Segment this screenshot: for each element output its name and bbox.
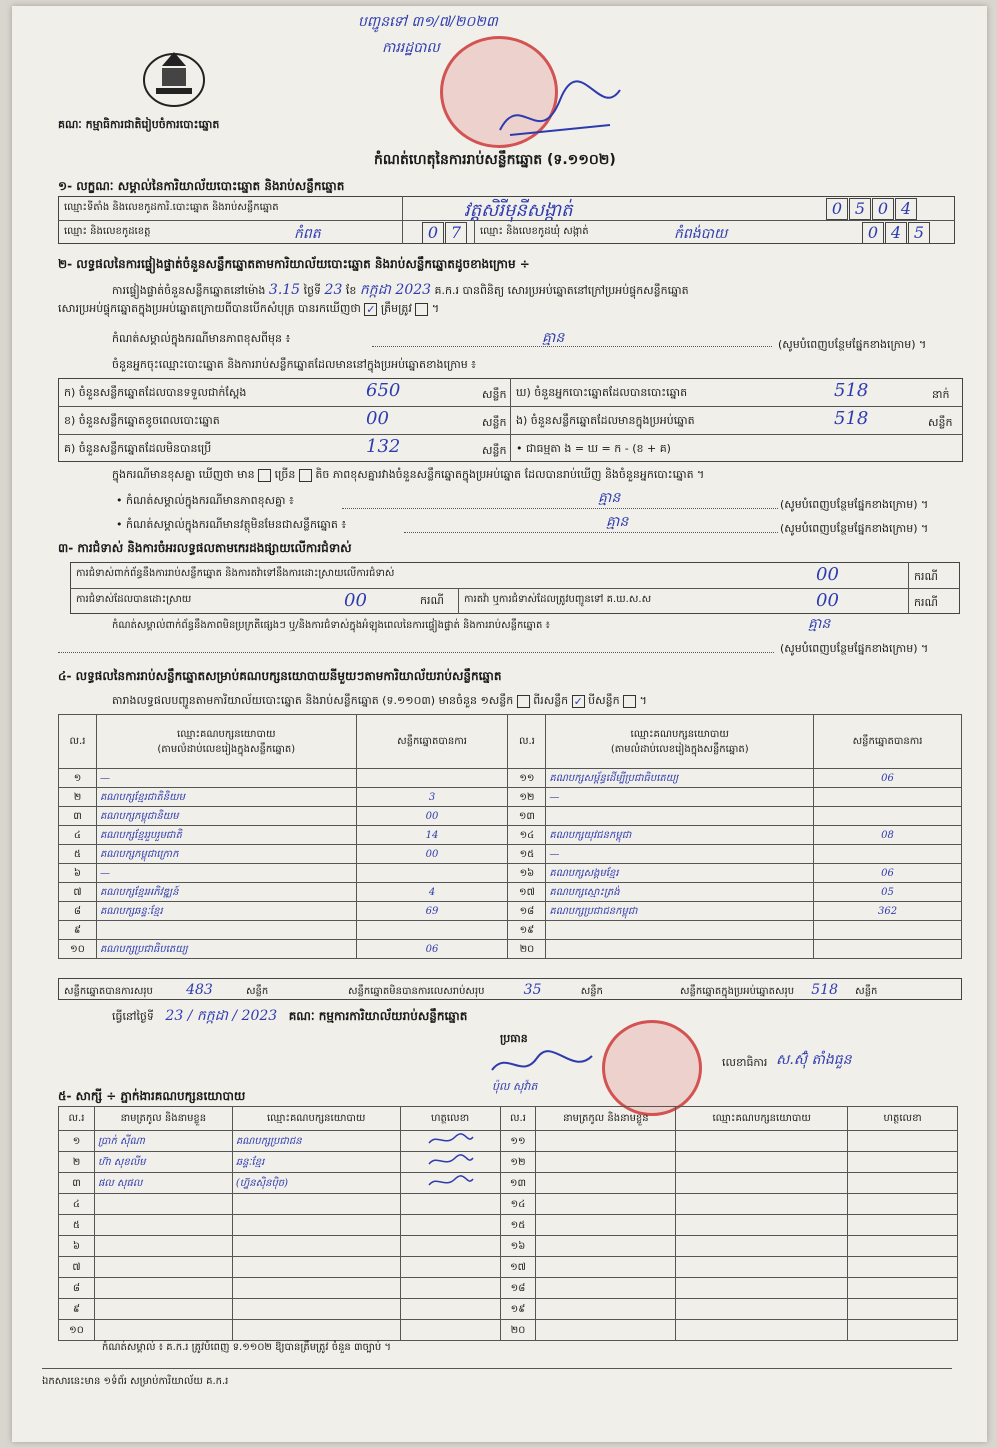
party-name [96, 921, 356, 940]
table-row [59, 883, 962, 902]
witness-party [676, 1236, 848, 1257]
s2-note-value: គ្មាន [542, 330, 565, 346]
row-no: ១១ [500, 1131, 536, 1152]
table-row [59, 769, 962, 788]
table-row [59, 1236, 958, 1257]
s3-note-suffix: (សូមបំពេញបន្ថែមផ្នែកខាងក្រោម) ។ [780, 642, 929, 655]
signature-cell [400, 1278, 500, 1299]
table-row [59, 845, 962, 864]
row-no: ១២ [508, 788, 546, 807]
vote-count: 4 [356, 883, 508, 902]
s2-d-unit: នាក់ [932, 388, 950, 401]
signature-cell [400, 1236, 500, 1257]
s4-col-votes-right: សន្លឹកឆ្នោតបានការ [814, 715, 962, 769]
witness-party: ឆន្ទៈខ្មែរ [232, 1152, 400, 1173]
s4-col-party-left: ឈ្មោះគណបក្សនយោបាយ (តាមលំដាប់លេខរៀងក្នុងសន្លឹកឆ្នោត) [96, 715, 356, 769]
witness-name [536, 1278, 676, 1299]
party-name: គណបក្សប្រជាជនកម្ពុជា [546, 902, 814, 921]
s2-b-label: ខ) ចំនួនសន្លឹកឆ្នោតខូចពេលបោះឆ្នោត [64, 414, 220, 427]
s5-witness-table [58, 1106, 958, 1341]
s4-total-valid: សន្លឹកឆ្នោតបានការសរុប 483 សន្លឹក [64, 982, 269, 998]
vote-count: 06 [814, 769, 962, 788]
chair-signature [482, 1050, 602, 1080]
table-row [59, 1257, 958, 1278]
form-title: កំណត់ហេតុនៃការរាប់សន្លឹកឆ្នោត (ទ.១១០២) [374, 152, 616, 168]
s5-col-sign-right: ហត្ថលេខា [848, 1107, 958, 1131]
s3-row2b-unit: ករណី [914, 596, 938, 609]
s1-commune-value: កំពង់បាយ [674, 226, 728, 242]
table-row [59, 921, 962, 940]
vote-count [814, 940, 962, 959]
witness-party [232, 1236, 400, 1257]
table-row [59, 1173, 958, 1194]
s2-a-value: 650 [366, 380, 401, 401]
witness-party [676, 1131, 848, 1152]
party-name: គណបក្សខ្មែរអភិវឌ្ឍន៍ [96, 883, 356, 902]
party-name [546, 921, 814, 940]
vote-count: 14 [356, 826, 508, 845]
vote-count: 362 [814, 902, 962, 921]
s1-province-code: 0 7 [422, 222, 468, 244]
signature-cell [848, 1299, 958, 1320]
table-row [59, 1278, 958, 1299]
witness-name [536, 1320, 676, 1341]
s5-col-party-left: ឈ្មោះគណបក្សនយោបាយ [232, 1107, 400, 1131]
signoff-line: ធ្វើនៅថ្ងៃទី 23 / កក្កដា / 2023 គណៈ កម្មការការិយាល័យរាប់សន្លឹកឆ្នោត [112, 1008, 468, 1024]
row-no: ១ [59, 769, 97, 788]
signature-cell [400, 1299, 500, 1320]
witness-signature-mark [425, 1175, 475, 1189]
witness-party [232, 1299, 400, 1320]
signature-cell [848, 1173, 958, 1194]
vote-count: 06 [814, 864, 962, 883]
row-no: ២០ [508, 940, 546, 959]
party-name: — [96, 769, 356, 788]
vote-count: 06 [356, 940, 508, 959]
witness-name [94, 1278, 232, 1299]
s2-a-label: ក) ចំនួនសន្លឹកឆ្នោតដែលបានទទួលជាក់ស្តែង [64, 386, 247, 399]
vote-count: 08 [814, 826, 962, 845]
party-name: គណបក្សឆន្ទៈខ្មែរ [96, 902, 356, 921]
s5-col-no-left: ល.រ [59, 1107, 95, 1131]
s3-row2b-label: ការតវ៉ា ឬការជំទាស់ដែលត្រូវបញ្ជូនទៅ គ.ឃ.ស.ស [464, 594, 652, 605]
row-no: ១៧ [500, 1257, 536, 1278]
s3-row2-value: 00 [344, 590, 367, 611]
one-sheet-checkbox[interactable] [517, 695, 530, 708]
s1-province-label: ឈ្មោះ និងលេខកូដខេត្ត [64, 226, 151, 237]
s2-note2-suffix: (សូមបំពេញបន្ថែមផ្នែកខាងក្រោម) ។ [780, 498, 929, 511]
s4-intro: តារាងលទ្ធផលបញ្ជូនតាមការិយាល័យបោះឆ្នោត និងរាប់សន្លឹកឆ្នោត (ទ.១១០៣) មានចំនួន ១សន្លឹក ពីរសន្លឹក ✓ បីសន្លឹក ។ [112, 694, 647, 708]
row-no: ២ [59, 1152, 95, 1173]
party-name: គណបក្សខ្មែរជាតិនិយម [96, 788, 356, 807]
nec-emblem-icon [140, 46, 208, 108]
row-no: ៣ [59, 807, 97, 826]
footer-note: កំណត់សម្គាល់ ៖ គ.ក.រ ត្រូវបំពេញ ទ.១១០២ ឱ្យបានត្រឹមត្រូវ ចំនួន ៣ច្បាប់ ។ [102, 1342, 391, 1353]
witness-signature-mark [425, 1133, 475, 1147]
row-no: ១៤ [508, 826, 546, 845]
witness-name [94, 1320, 232, 1341]
vote-count: 05 [814, 883, 962, 902]
section4-title: ៤- លទ្ធផលនៃការរាប់សន្លឹកឆ្នោតសម្រាប់គណបក្សនយោបាយនីមួយៗតាមការិយាល័យរាប់សន្លឹកឆ្នោត [58, 669, 502, 683]
party-name: គណបក្សសង្គមខ្មែរ [546, 864, 814, 883]
vote-count: 00 [356, 845, 508, 864]
witness-name [536, 1215, 676, 1236]
s2-note3-suffix: (សូមបំពេញបន្ថែមផ្នែកខាងក្រោម) ។ [780, 522, 929, 535]
witness-party [676, 1152, 848, 1173]
s4-total-invalid: សន្លឹកឆ្នោតមិនបានការលេសរាប់សរុប 35 សន្លឹក [348, 982, 603, 998]
s5-col-sign-left: ហត្ថលេខា [400, 1107, 500, 1131]
witness-party [676, 1215, 848, 1236]
table-row [59, 1215, 958, 1236]
party-name: — [546, 788, 814, 807]
signature-cell [400, 1320, 500, 1341]
row-no: ១០ [59, 940, 97, 959]
s2-counts-intro: ចំនួនអ្នកចុះឈ្មោះបោះឆ្នោត និងការរាប់សន្លឹកឆ្នោតដែលមាននៅក្នុងប្រអប់ឆ្នោតខាងក្រោម ៖ [112, 358, 477, 371]
party-name: គណបក្សកម្ពុជាក្រោក [96, 845, 356, 864]
row-no: ៧ [59, 1257, 95, 1278]
signature-cell [400, 1194, 500, 1215]
witness-name [536, 1131, 676, 1152]
signature-cell [400, 1215, 500, 1236]
s4-results-table [58, 714, 962, 959]
s2-d-value: 518 [834, 380, 869, 401]
s2-c-unit: សន្លឹក [482, 444, 507, 457]
table-row [59, 940, 962, 959]
witness-name [536, 1257, 676, 1278]
signature-cell [848, 1152, 958, 1173]
chair-name: ប៉ុល សុវ៉ាត [492, 1080, 538, 1093]
row-no: ១៥ [508, 845, 546, 864]
s2-note3-value: គ្មាន [606, 514, 629, 530]
row-no: ៦ [59, 1236, 95, 1257]
party-name: គណបក្សស្មោះត្រង់ [546, 883, 814, 902]
row-no: ១ [59, 1131, 95, 1152]
row-no: ១៦ [500, 1236, 536, 1257]
chair-label: ប្រធាន [500, 1032, 528, 1045]
witness-name [94, 1194, 232, 1215]
s4-total-box: សន្លឹកឆ្នោតក្នុងប្រអប់ឆ្នោតសរុប 518 សន្លឹក [680, 982, 878, 998]
row-no: ១៩ [508, 921, 546, 940]
s5-col-name-left: នាមត្រកូល និងនាមខ្លួន [94, 1107, 232, 1131]
row-no: ៤ [59, 1194, 95, 1215]
vote-count: 69 [356, 902, 508, 921]
section5-title: ៥- សាក្សី ÷ ភ្នាក់ងារគណបក្សនយោបាយ [58, 1089, 246, 1103]
s1-commune-label: ឈ្មោះ និងលេខកូដឃុំ សង្កាត់ [480, 226, 589, 237]
s1-location-value: វត្តសិរីមុនីសង្កាត់ [464, 200, 573, 221]
row-no: ១២ [500, 1152, 536, 1173]
row-no: ២ [59, 788, 97, 807]
s2-note3-label: • កំណត់សម្គាល់ក្នុងករណីមានវត្ថុមិនមែនជាសន្លឹកឆ្នោត ៖ [116, 518, 347, 531]
row-no: ១៧ [508, 883, 546, 902]
witness-signature [400, 1131, 500, 1152]
table-row [59, 1320, 958, 1341]
vote-count [814, 845, 962, 864]
vote-count [356, 769, 508, 788]
s1-province-value: កំពត [294, 226, 321, 242]
three-sheet-checkbox[interactable] [623, 695, 636, 708]
witness-name [94, 1215, 232, 1236]
s2-note2-value: គ្មាន [598, 490, 621, 506]
s2-note-label: កំណត់សម្គាល់ក្នុងករណីមានភាពខុសពីមុន ៖ [112, 332, 291, 345]
row-no: ១៤ [500, 1194, 536, 1215]
vote-count: 3 [356, 788, 508, 807]
row-no: ១០ [59, 1320, 95, 1341]
witness-name [536, 1236, 676, 1257]
party-name: — [96, 864, 356, 883]
witness-party [676, 1320, 848, 1341]
chair-signature-top [490, 80, 630, 150]
witness-party [232, 1194, 400, 1215]
signature-cell [848, 1215, 958, 1236]
committee-stamp [602, 1020, 702, 1116]
s3-row2b-value: 00 [816, 590, 839, 611]
witness-name [536, 1152, 676, 1173]
s2-e-value: 518 [834, 408, 869, 429]
s3-row1-label: ការជំទាស់ពាក់ព័ន្ធនឹងការរាប់សន្លឹកឆ្នោត និងការតវ៉ាទៅនឹងការដោះស្រាយលើការជំទាស់ [76, 568, 395, 579]
s2-a-unit: សន្លឹក [482, 388, 507, 401]
signature-cell [848, 1257, 958, 1278]
row-no: ២០ [500, 1320, 536, 1341]
vote-count [356, 921, 508, 940]
s4-col-party-right: ឈ្មោះគណបក្សនយោបាយ (តាមលំដាប់លេខរៀងក្នុងសន្លឹកឆ្នោត) [546, 715, 814, 769]
party-name: គណបក្សយុវជនកម្ពុជា [546, 826, 814, 845]
party-name [546, 807, 814, 826]
top-handwritten-note: បញ្ជូនទៅ ៣១/៧/២០២៣ [358, 14, 498, 30]
vote-count [814, 807, 962, 826]
vote-count [814, 921, 962, 940]
party-name: — [546, 845, 814, 864]
s3-row1-unit: ករណី [914, 570, 938, 583]
vote-count: 00 [356, 807, 508, 826]
vote-count [814, 788, 962, 807]
table-row [59, 864, 962, 883]
row-no: ១៩ [500, 1299, 536, 1320]
form-sheet [12, 6, 987, 1442]
two-sheet-checkbox[interactable]: ✓ [573, 694, 583, 708]
table-row [59, 902, 962, 921]
witness-name [94, 1257, 232, 1278]
top-handwritten-note-2: ការរដ្ឋបាល [382, 40, 440, 56]
witness-name: ហ៊ា សុខលីម [94, 1152, 232, 1173]
witness-party [232, 1320, 400, 1341]
row-no: ៥ [59, 1215, 95, 1236]
witness-name [536, 1173, 676, 1194]
s2-intro: ការផ្ទៀងផ្ទាត់ចំនួនសន្លឹកឆ្នោតនៅម៉ោង 3.15 ថ្ងៃទី 23 ខែ កក្កដា 2023 គ.ក.រ បានពិនិត្យ សោរប្រអប់ឆ្នោតនៅក្រៅប្រអប់ផ្ទុកសន្លឹកឆ្នោត [112, 282, 689, 298]
s1-location-code: 0 5 0 4 [826, 198, 918, 220]
s2-note-suffix: (សូមបំពេញបន្ថែមផ្នែកខាងក្រោម) ។ [778, 338, 927, 351]
s2-c-label: គ) ចំនួនសន្លឹកឆ្នោតដែលមិនបានប្រើ [64, 442, 212, 455]
witness-signature [400, 1173, 500, 1194]
s2-c-value: 132 [366, 436, 401, 457]
secretary-label: លេខាធិការ [722, 1056, 768, 1069]
table-row [59, 1131, 958, 1152]
section3-title: ៣- ការជំទាស់ និងការចំអរលទ្ធផលតាមកេរដងផ្សាយលើការជំទាស់ [58, 541, 352, 555]
intact-checkbox[interactable]: ✓ [366, 302, 376, 316]
table-row [59, 1299, 958, 1320]
witness-party: គណបក្សប្រជាជន [232, 1131, 400, 1152]
row-no: ១១ [508, 769, 546, 788]
row-no: ១៣ [500, 1173, 536, 1194]
more-checkbox[interactable] [258, 469, 271, 482]
row-no: ៥ [59, 845, 97, 864]
party-name [546, 940, 814, 959]
witness-party: (ហ្វ៊ុនស៊ិនប៉ិច) [232, 1173, 400, 1194]
witness-signature [400, 1152, 500, 1173]
s2-b-value: 00 [366, 408, 389, 429]
s5-col-party-right: ឈ្មោះគណបក្សនយោបាយ [676, 1107, 848, 1131]
s4-col-no-left: ល.រ [59, 715, 97, 769]
witness-party [232, 1257, 400, 1278]
row-no: ៨ [59, 902, 97, 921]
secretary-name: ស.ស៊ុំ តាំងធួន [776, 1052, 852, 1068]
row-no: ៩ [59, 921, 97, 940]
s2-note2-label: • កំណត់សម្គាល់ក្នុងករណីមានភាពខុសគ្នា ៖ [116, 494, 294, 507]
party-name: គណបក្សខ្មែររួបរួមជាតិ [96, 826, 356, 845]
row-no: ៤ [59, 826, 97, 845]
row-no: ១៨ [500, 1278, 536, 1299]
section1-title: ១- លក្ខណៈ សម្គាល់នៃការិយាល័យបោះឆ្នោត និងរាប់សន្លឹកឆ្នោត [58, 179, 345, 193]
row-no: ៩ [59, 1299, 95, 1320]
s4-col-votes-left: សន្លឹកឆ្នោតបានការ [356, 715, 508, 769]
row-no: ៧ [59, 883, 97, 902]
table-row [59, 807, 962, 826]
s3-note-label: កំណត់សម្គាល់ពាក់ព័ន្ធនឹងភាពមិនប្រក្រតីផ្សេងៗ ឬ/និងការជំទាស់ក្នុងអំឡុងពេលនៃការផ្ទៀងផ្ទាត់ និងការរាប់សន្លឹកឆ្នោត ៖ [112, 620, 550, 631]
s3-row2-unit: ករណី [420, 594, 444, 607]
s2-e-unit: សន្លឹក [928, 416, 953, 429]
witness-party [676, 1299, 848, 1320]
witness-name [536, 1194, 676, 1215]
witness-name: ប្រាក់ សុីណា [94, 1131, 232, 1152]
s3-note-value: គ្មាន [808, 616, 831, 632]
row-no: ១៨ [508, 902, 546, 921]
witness-party [676, 1278, 848, 1299]
s2-formula: • ជាធម្មតា ង = ឃ = ក - (ខ + គ) [516, 442, 671, 455]
witness-name [536, 1299, 676, 1320]
s2-line2: សោរប្រអប់ផ្ទុកឆ្នោតក្នុងប្រអប់ឆ្នោតក្រោយពីបានបើកសំបុត្រ បានរកឃើញថា ✓ ត្រឹមត្រូវ ។ [58, 302, 440, 316]
witness-name: ផល សុផល [94, 1173, 232, 1194]
witness-party [676, 1173, 848, 1194]
s3-row1-value: 00 [816, 564, 839, 585]
party-name: គណបក្សប្រជាធិបតេយ្យ [96, 940, 356, 959]
table-row [59, 826, 962, 845]
row-no: ៣ [59, 1173, 95, 1194]
witness-name [94, 1299, 232, 1320]
table-row [59, 1194, 958, 1215]
section2-title: ២- លទ្ធផលនៃការផ្ទៀងផ្ទាត់ចំនួនសន្លឹកឆ្នោតតាមការិយាល័យបោះឆ្នោត និងរាប់សន្លឹកឆ្នោតដូចខាងក្រោម ÷ [58, 257, 530, 271]
not-intact-checkbox[interactable] [415, 303, 428, 316]
signature-cell [848, 1131, 958, 1152]
table-row [59, 1152, 958, 1173]
row-no: ៨ [59, 1278, 95, 1299]
signature-cell [848, 1278, 958, 1299]
row-no: ៦ [59, 864, 97, 883]
row-no: ១៥ [500, 1215, 536, 1236]
s5-col-no-right: ល.រ [500, 1107, 536, 1131]
s4-col-no-right: ល.រ [508, 715, 546, 769]
signature-cell [848, 1236, 958, 1257]
row-no: ១៣ [508, 807, 546, 826]
witness-signature-mark [425, 1154, 475, 1168]
party-name: គណបក្សកម្ពុជានិយម [96, 807, 356, 826]
vote-count [356, 864, 508, 883]
s2-d-label: ឃ) ចំនួនអ្នកបោះឆ្នោតដែលបានបោះឆ្នោត [516, 386, 688, 399]
s5-col-name-right: នាមត្រកូល និងនាមខ្លួន [536, 1107, 676, 1131]
witness-party [676, 1257, 848, 1278]
s3-row2-label: ការជំទាស់ដែលបានដោះស្រាយ [76, 594, 192, 605]
s2-b-unit: សន្លឹក [482, 416, 507, 429]
committee-name: គណៈ កម្មាធិការជាតិរៀបចំការបោះឆ្នោត [58, 118, 220, 131]
signature-cell [848, 1194, 958, 1215]
witness-party [676, 1194, 848, 1215]
table-row [59, 788, 962, 807]
witness-name [94, 1236, 232, 1257]
party-name: គណបក្សសម្ព័ន្ធដើម្បីប្រជាធិបតេយ្យ [546, 769, 814, 788]
signature-cell [848, 1320, 958, 1341]
s1-location-label: ឈ្មោះទីតាំង និងលេខកូដការិ.បោះឆ្នោត និងរាប់សន្លឹកឆ្នោត [64, 202, 279, 213]
s2-diff-line: ក្នុងករណីមានខុសគ្នា ឃើញថា មាន ច្រើន តិច ភាពខុសគ្នារវាងចំនួនសន្លឹកឆ្នោតក្នុងប្រអប់ឆ្នោត ដែលបានរាប់ឃើញ និងចំនួនអ្នកបោះឆ្នោត ។ [112, 468, 705, 481]
row-no: ១៦ [508, 864, 546, 883]
footer-bottom: ឯកសារនេះមាន ១ទំព័រ សម្រាប់ការិយាល័យ គ.ក.រ [42, 1376, 229, 1387]
witness-party [232, 1215, 400, 1236]
signature-cell [400, 1257, 500, 1278]
less-checkbox[interactable] [299, 469, 312, 482]
s2-e-label: ង) ចំនួនសន្លឹកឆ្នោតដែលមានក្នុងប្រអប់ឆ្នោត [516, 414, 695, 427]
s1-commune-code: 0 4 5 [862, 222, 931, 244]
witness-party [232, 1278, 400, 1299]
